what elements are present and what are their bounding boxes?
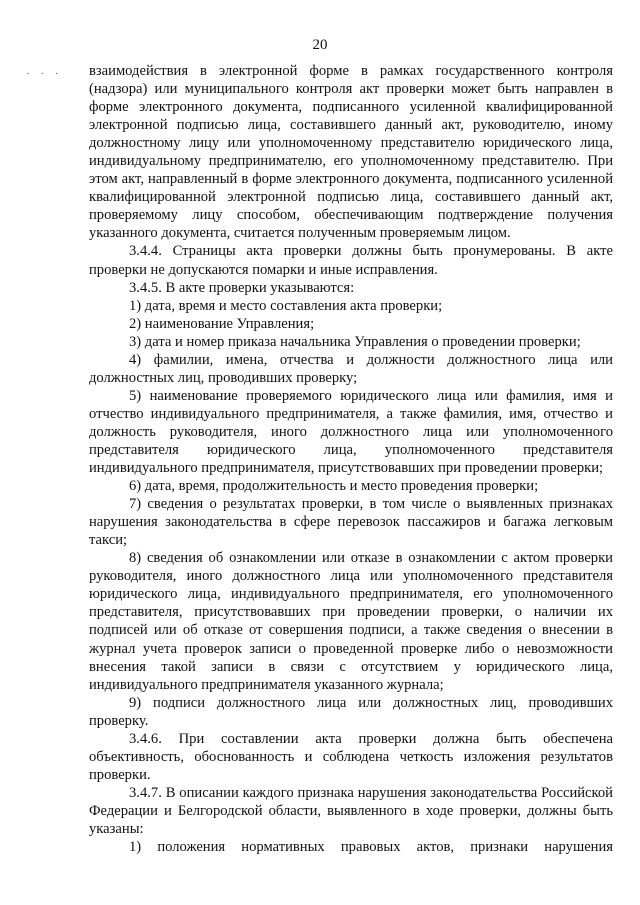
paragraph-3-4-5: 3.4.5. В акте проверки указываются: bbox=[129, 279, 355, 296]
paragraph-continuation: взаимодействия в электронной форме в рамках государственного контроля (надзора) или муниципального контроля акт проверки может быть направлен в форме электронного документа, подписанного усиленной квалифицированной электронной подписью лица, составившего данный акт, руководителю, иному должностному лицу или уполномоченному представителю юридического лица, индивидуальному предпринимателю, его уполномоченному представителю. При этом акт, направленный в форме электронного документа, подписанного усиленной квалифицированной электронной подписью лица, составившего данный акт, проверяемому лицу способом, обеспечивающим подтверждение получения указанного документа, считается полученным проверяемым лицом. bbox=[89, 63, 613, 242]
margin-marks: · · · bbox=[26, 68, 63, 80]
paragraph-3-4-4: 3.4.4. Страницы акта проверки должны быть пронумерованы. В акте проверки не допускаются помарки и иные исправления. bbox=[89, 243, 613, 278]
list-item-3: 3) дата и номер приказа начальника Управления о проведении проверки; bbox=[129, 333, 581, 350]
list-item-5: 5) наименование проверяемого юридического лица или фамилия, имя и отчество индивидуального предпринимателя, а также фамилия, имя, отчество и должность руководителя, иного должностного лица или уполномоченного представителя юридического лица, уполномоченного представителя индивидуального предпринимателя, присутствовавших при проведении проверки; bbox=[89, 387, 613, 477]
list-item-2: 2) наименование Управления; bbox=[129, 315, 315, 332]
list-item-8: 8) сведения об ознакомлении или отказе в ознакомлении с актом проверки руководителя, иного должностного лица или уполномоченного представителя юридического лица, индивидуального предпринимателя, его уполномоченного представителя, присутствовавших при проведении проверки, о наличии их подписей или об отказе от совершения подписи, а также сведения о внесении в журнал учета проверок записи о проведенной проверке либо о невозможности внесения такой записи в связи с отсутствием у юридического лица, индивидуального предпринимателя указанного журнала; bbox=[89, 550, 613, 693]
list-item-6: 6) дата, время, продолжительность и место проведения проверки; bbox=[129, 478, 539, 495]
paragraph-3-4-6: 3.4.6. При составлении акта проверки должна быть обеспечена объективность, обоснованность и соблюдена четкость изложения результатов проверки. bbox=[89, 730, 613, 783]
paragraph-3-4-7: 3.4.7. В описании каждого признака нарушения законодательства Российской Федерации и Белгородской области, выявленного в ходе проверки, должны быть указаны: bbox=[89, 784, 613, 837]
page-number: 20 bbox=[312, 37, 328, 53]
list-item-1: 1) дата, время и место составления акта проверки; bbox=[129, 297, 443, 314]
document-body bbox=[89, 62, 613, 856]
list-item-1-continued: 1) положения нормативных правовых актов, признаки нарушения bbox=[129, 839, 613, 856]
list-item-7: 7) сведения о результатах проверки, в том числе о выявленных признаках нарушения законодательства в сфере перевозок пассажиров и багажа легковым такси; bbox=[89, 496, 613, 549]
list-item-4: 4) фамилии, имена, отчества и должности должностного лица или должностных лиц, проводивших проверку; bbox=[89, 351, 613, 386]
list-item-9: 9) подписи должностного лица или должностных лиц, проводивших проверку. bbox=[89, 694, 613, 729]
